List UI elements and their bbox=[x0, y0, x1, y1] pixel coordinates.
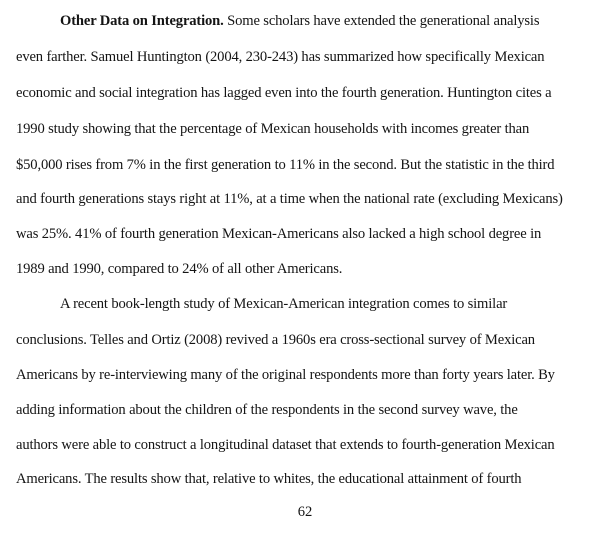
page-number: 62 bbox=[297, 504, 313, 520]
paragraph-2-line-2: conclusions. Telles and Ortiz (2008) revived a 1960s era cross-sectional survey of Mexican bbox=[16, 332, 535, 348]
paragraph-1-line-6: and fourth generations stays right at 11%, at a time when the national rate (excluding Mexicans) bbox=[16, 191, 563, 207]
paragraph-1-line-5: $50,000 rises from 7% in the first generation to 11% in the second. But the statistic in the third bbox=[16, 157, 555, 173]
paragraph-1-line-2: even farther. Samuel Huntington (2004, 230-243) has summarized how specifically Mexican bbox=[16, 49, 545, 65]
paragraph-2-line-5: authors were able to construct a longitudinal dataset that extends to fourth-generation Mexican bbox=[16, 437, 555, 453]
section-heading: Other Data on Integration. bbox=[60, 13, 224, 29]
paragraph-1-line-4: 1990 study showing that the percentage of Mexican households with incomes greater than bbox=[16, 121, 530, 137]
paragraph-1-line-7: was 25%. 41% of fourth generation Mexican-Americans also lacked a high school degree in bbox=[16, 226, 542, 242]
paragraph-1-line-1-text: Some scholars have extended the generational analysis bbox=[223, 13, 540, 29]
paragraph-1-line-3: economic and social integration has lagged even into the fourth generation. Huntington cites a bbox=[16, 85, 552, 101]
paragraph-1-line-1 bbox=[60, 12, 539, 30]
paragraph-2-line-4: adding information about the children of the respondents in the second survey wave, the bbox=[16, 402, 518, 418]
paragraph-1-line-8: 1989 and 1990, compared to 24% of all other Americans. bbox=[16, 261, 343, 277]
paragraph-2-line-3: Americans by re-interviewing many of the original respondents more than forty years later. By bbox=[16, 367, 555, 383]
paragraph-2-line-1: A recent book-length study of Mexican-American integration comes to similar bbox=[60, 296, 508, 312]
paragraph-2-line-6: Americans. The results show that, relative to whites, the educational attainment of fourth bbox=[16, 471, 522, 487]
